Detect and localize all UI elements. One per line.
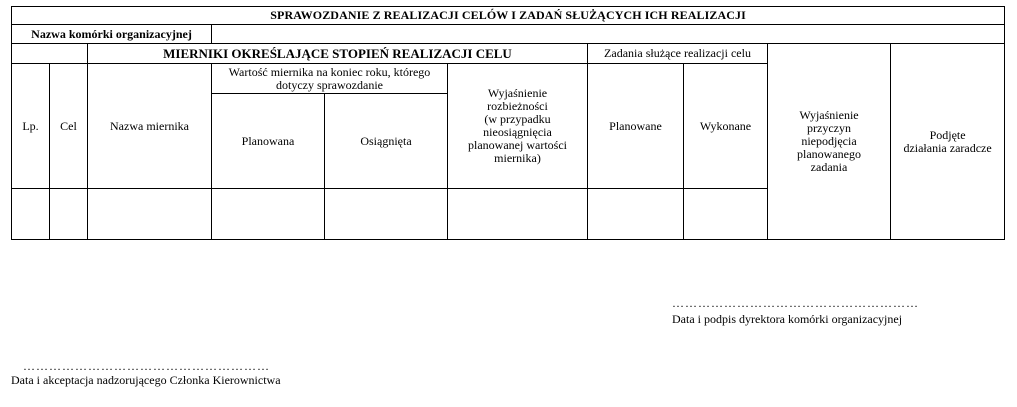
tasks-header: Zadania służące realizacji celu	[588, 44, 768, 64]
member-signature-label: Data i akceptacja nadzorującego Członka Kierownictwa	[11, 373, 281, 387]
col-lp: Lp.	[12, 64, 50, 189]
data-cell-indicator-name[interactable]	[88, 189, 212, 240]
col-corrective: Podjęte działania zaradcze	[891, 44, 1005, 240]
data-cell-tasks-planned[interactable]	[588, 189, 684, 240]
col-reasons: Wyjaśnienie przyczyn niepodjęcia planowanego zadania	[768, 44, 891, 240]
report-table	[11, 6, 1005, 240]
col-indicator-value: Wartość miernika na koniec roku, którego dotyczy sprawozdanie	[212, 64, 448, 94]
director-signature-label: Data i podpis dyrektora komórki organizacyjnej	[672, 312, 903, 326]
report-title: SPRAWOZDANIE Z REALIZACJI CELÓW I ZADAŃ SŁUŻĄCYCH ICH REALIZACJI	[12, 7, 1005, 25]
director-signature	[672, 296, 919, 326]
unit-name-value-cell[interactable]	[212, 25, 1005, 44]
member-signature-line: …………………………………………………	[23, 359, 270, 373]
col-tasks-done: Wykonane	[684, 64, 768, 189]
data-cell-cel[interactable]	[50, 189, 88, 240]
col-indicator-name: Nazwa miernika	[88, 64, 212, 189]
member-signature	[11, 359, 281, 387]
data-cell-discrepancy[interactable]	[448, 189, 588, 240]
blank-header-cell	[12, 44, 88, 64]
data-cell-achieved[interactable]	[325, 189, 448, 240]
director-signature-line: …………………………………………………	[672, 296, 919, 310]
unit-name-label: Nazwa komórki organizacyjnej	[12, 25, 212, 44]
col-achieved: Osiągnięta	[325, 94, 448, 189]
col-tasks-planned: Planowane	[588, 64, 684, 189]
col-planned: Planowana	[212, 94, 325, 189]
col-cel: Cel	[50, 64, 88, 189]
indicators-header: MIERNIKI OKREŚLAJĄCE STOPIEŃ REALIZACJI CELU	[88, 44, 588, 64]
col-discrepancy: Wyjaśnienie rozbieżności (w przypadku nieosiągnięcia planowanej wartości miernika)	[448, 64, 588, 189]
data-cell-planned[interactable]	[212, 189, 325, 240]
data-cell-lp[interactable]	[12, 189, 50, 240]
data-cell-tasks-done[interactable]	[684, 189, 768, 240]
